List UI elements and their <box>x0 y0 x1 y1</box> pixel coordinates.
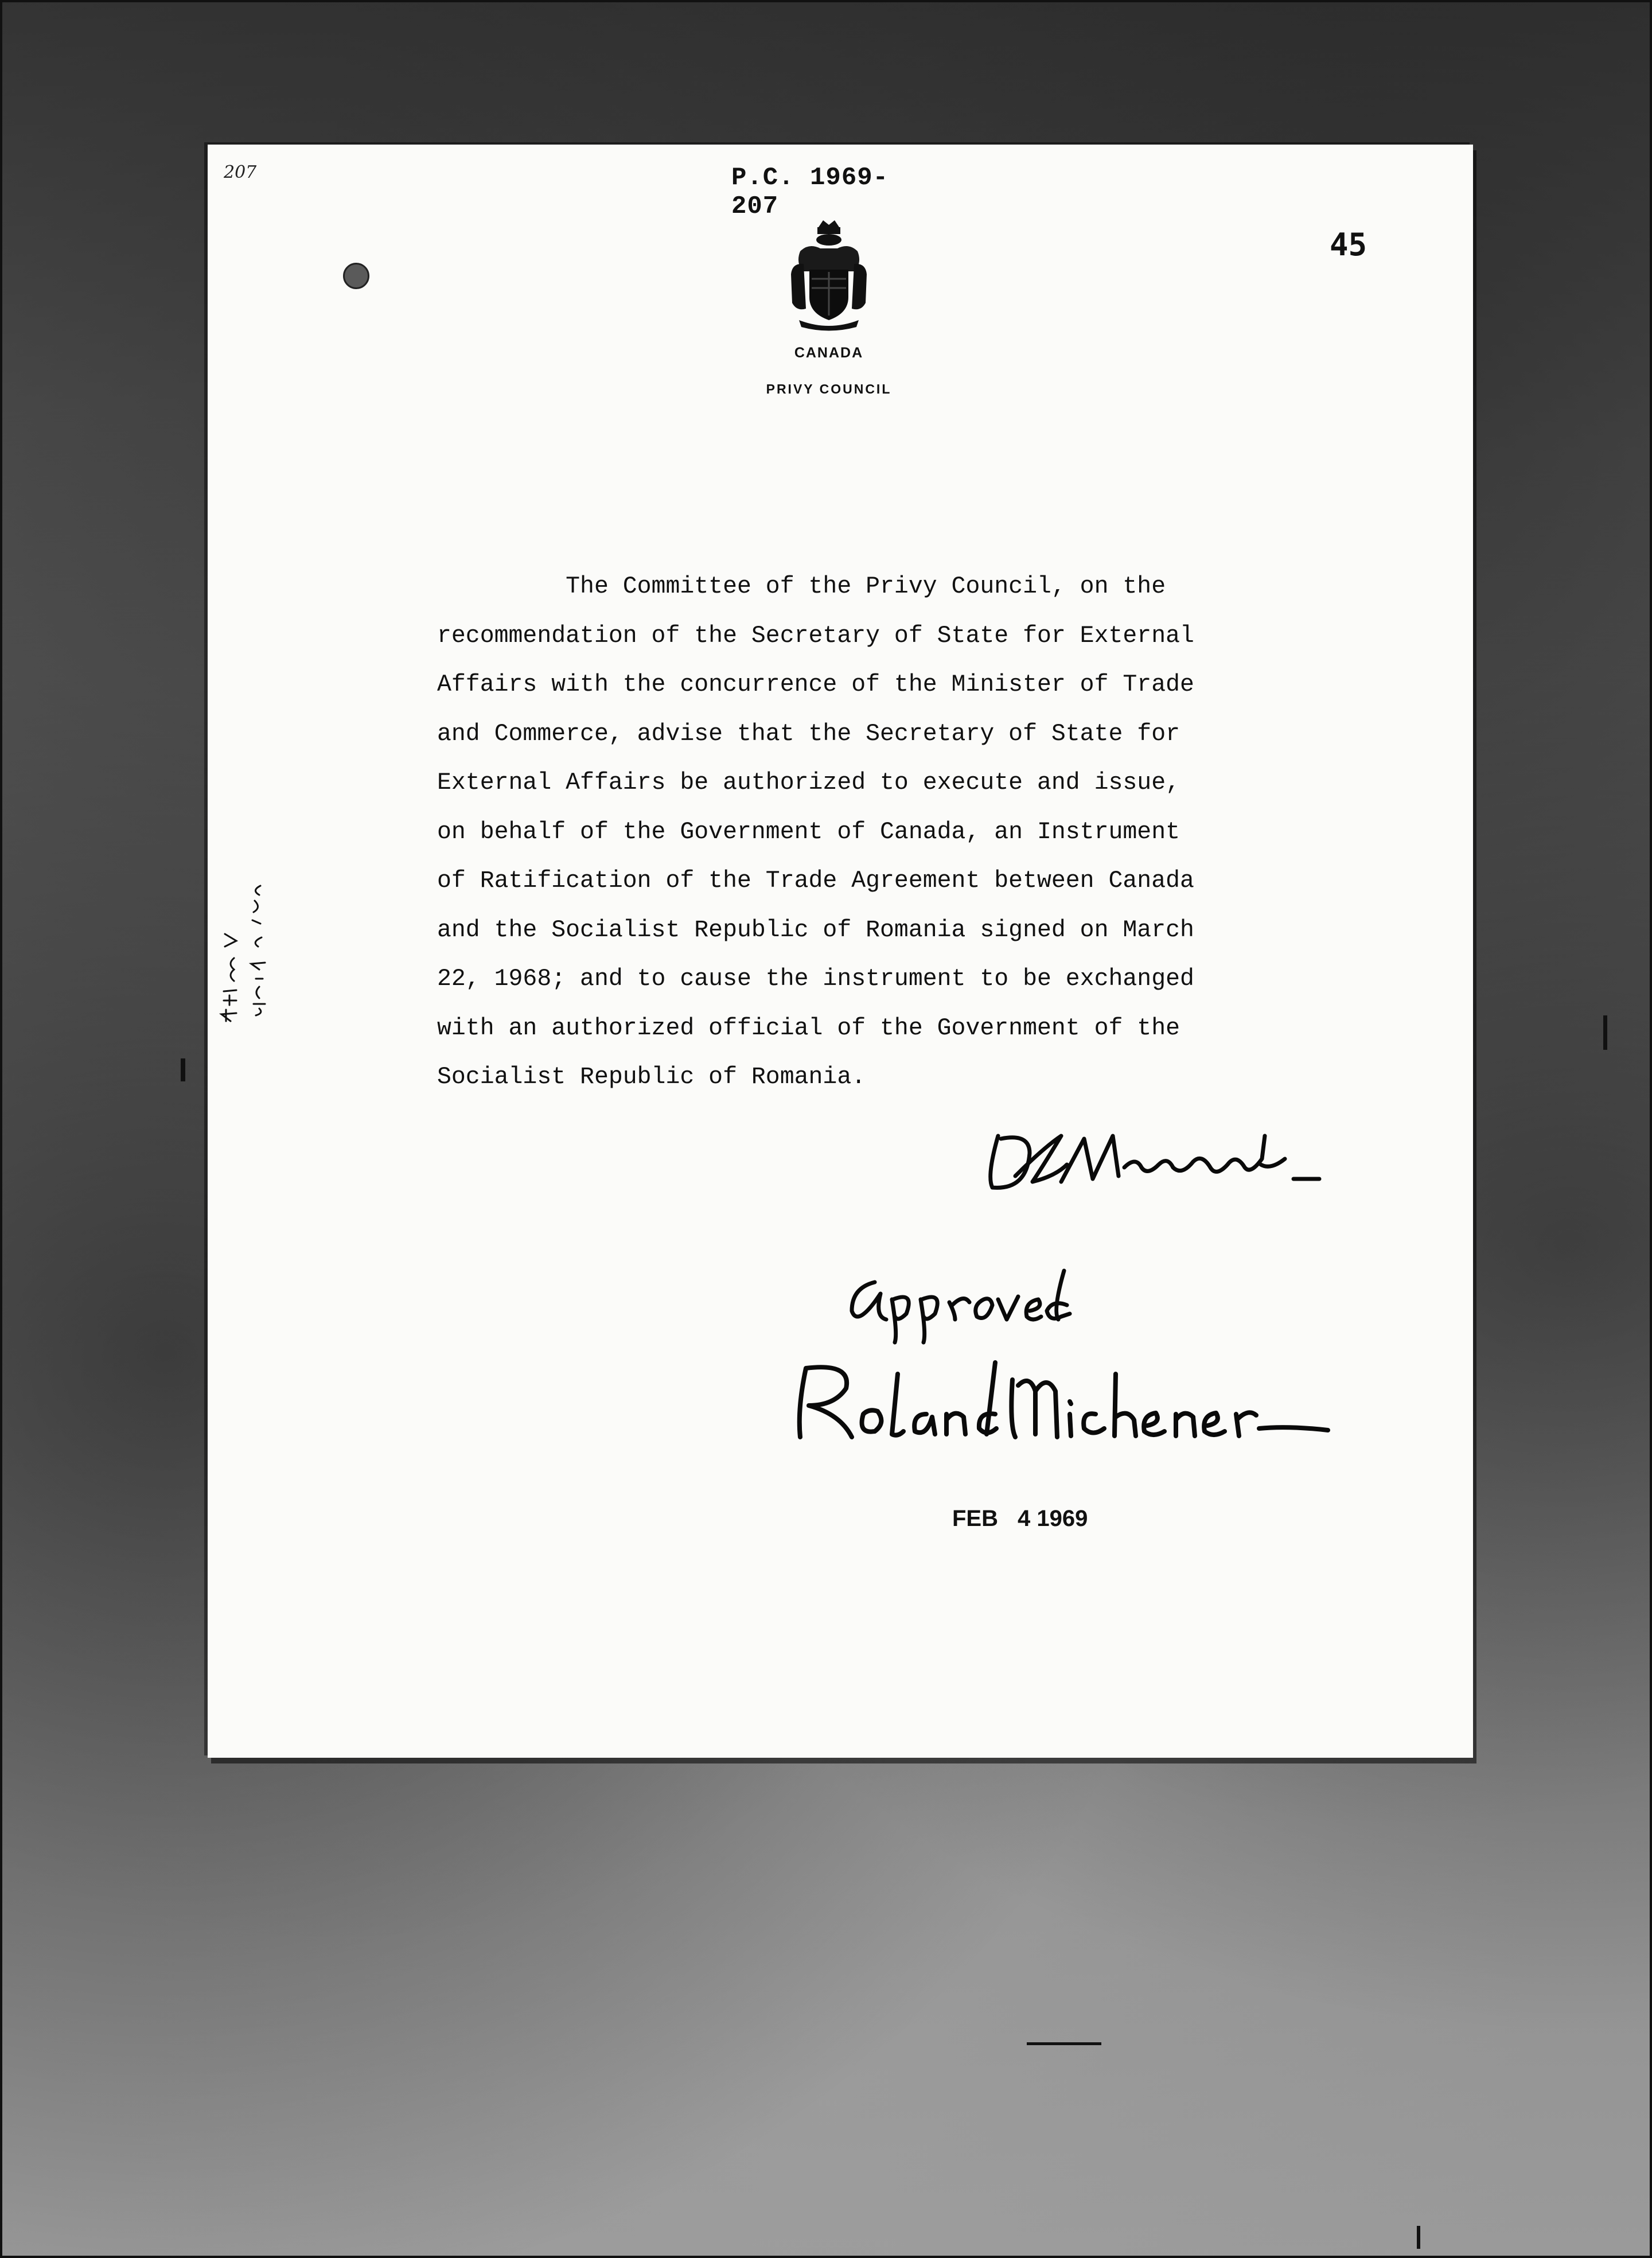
body-line: on behalf of the Government of Canada, an Instrument <box>437 818 1180 846</box>
macdonald-signature <box>975 1113 1331 1205</box>
scan-speck <box>1027 2042 1101 2045</box>
scan-speck <box>1417 2226 1420 2249</box>
date-stamp <box>952 1506 1088 1532</box>
body-line: Affairs with the concurrence of the Minister of Trade <box>437 671 1194 698</box>
michener-signature <box>783 1351 1345 1449</box>
approved-handwriting <box>840 1259 1081 1345</box>
page-number: 45 <box>1330 227 1367 263</box>
scan-speck <box>1603 1015 1607 1050</box>
letterhead-country: CANADA <box>794 345 864 361</box>
body-line: External Affairs be authorized to execute and issue, <box>437 769 1180 796</box>
coat-of-arms-icon <box>789 217 869 332</box>
date-month: FEB <box>952 1506 998 1531</box>
date-day-year: 4 1969 <box>1018 1506 1088 1531</box>
body-line: and Commerce, advise that the Secretary of State for <box>437 720 1180 748</box>
body-line: with an authorized official of the Government of the <box>437 1014 1180 1042</box>
punch-hole <box>343 263 369 289</box>
letterhead-office: PRIVY COUNCIL <box>766 381 892 396</box>
body-line: The Committee of the Privy Council, on the <box>437 573 1166 600</box>
scan-speck <box>181 1058 185 1081</box>
body-line: and the Socialist Republic of Romania signed on March <box>437 916 1194 944</box>
order-number: P.C. 1969-207 <box>731 163 889 221</box>
body-line: 22, 1968; and to cause the instrument to be exchanged <box>437 966 1194 992</box>
body-line: Socialist Republic of Romania. <box>437 1064 866 1091</box>
body-line: recommendation of the Secretary of State for External <box>437 622 1194 649</box>
margin-handwritten-note <box>213 878 282 1027</box>
corner-file-mark: 207 <box>224 162 257 182</box>
order-body <box>437 562 1252 1102</box>
body-line: of Ratification of the Trade Agreement between Canada <box>437 867 1194 894</box>
